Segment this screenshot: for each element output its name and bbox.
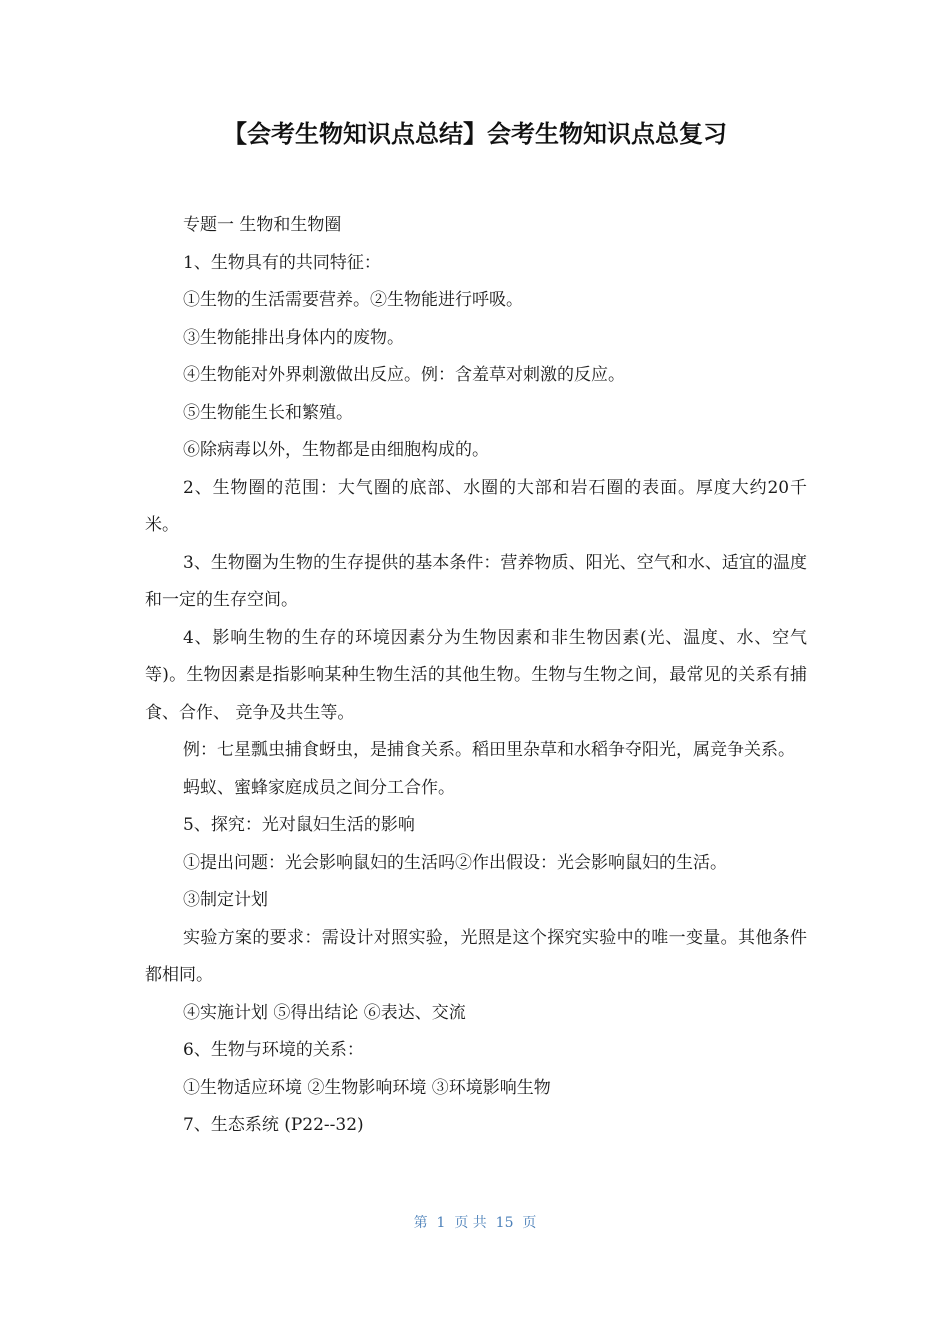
paragraph: ③制定计划 (183, 890, 268, 910)
paragraph: ③生物能排出身体内的废物。 (183, 327, 404, 348)
paragraph: ①生物适应环境 ②生物影响环境 ③环境影响生物 (183, 1077, 551, 1098)
paragraph: ⑥除病毒以外，生物都是由细胞构成的。 (183, 440, 489, 460)
page-number: 第 1 页 共 15 页 (413, 1215, 537, 1231)
document-title: 【会考生物知识点总结】会考生物知识点总复习 (223, 120, 727, 148)
paragraph: 实验方案的要求：需设计对照实验，光照是这个探究实验中的唯一变量。其他条件都相同。 (145, 927, 807, 985)
document-body (145, 207, 807, 1145)
paragraph: 蚂蚁、蜜蜂家庭成员之间分工合作。 (183, 777, 455, 798)
paragraph: ④生物能对外界刺激做出反应。例：含羞草对刺激的反应。 (183, 365, 625, 385)
paragraph: 2、生物圈的范围：大气圈的底部、水圈的大部和岩石圈的表面。厚度大约20千米。 (145, 477, 807, 535)
paragraph: ①生物的生活需要营养。②生物能进行呼吸。 (183, 290, 523, 310)
paragraph: 4、影响生物的生存的环境因素分为生物因素和非生物因素(光、温度、水、空气等)。生物因素是指影响某种生物生活的其他生物。生物与生物之间，最常见的关系有捕食、合作、 竞争及共生等。 (145, 627, 807, 723)
paragraph: ④实施计划 ⑤得出结论 ⑥表达、交流 (183, 1002, 466, 1023)
paragraph: ⑤生物能生长和繁殖。 (183, 402, 353, 423)
paragraph: 例：七星瓢虫捕食蚜虫，是捕食关系。稻田里杂草和水稻争夺阳光，属竞争关系。 (183, 740, 795, 760)
paragraph: 3、生物圈为生物的生存提供的基本条件：营养物质、阳光、空气和水、适宜的温度和一定的生存空间。 (145, 552, 807, 610)
paragraph: 5、探究：光对鼠妇生活的影响 (183, 815, 415, 835)
paragraph: 7、生态系统 (P22--32) (183, 1115, 364, 1135)
paragraph: 1、生物具有的共同特征： (183, 252, 381, 273)
paragraph: ①提出问题：光会影响鼠妇的生活吗②作出假设：光会影响鼠妇的生活。 (183, 852, 727, 873)
paragraph: 6、生物与环境的关系： (183, 1040, 364, 1060)
paragraph: 专题一 生物和生物圈 (183, 215, 342, 235)
